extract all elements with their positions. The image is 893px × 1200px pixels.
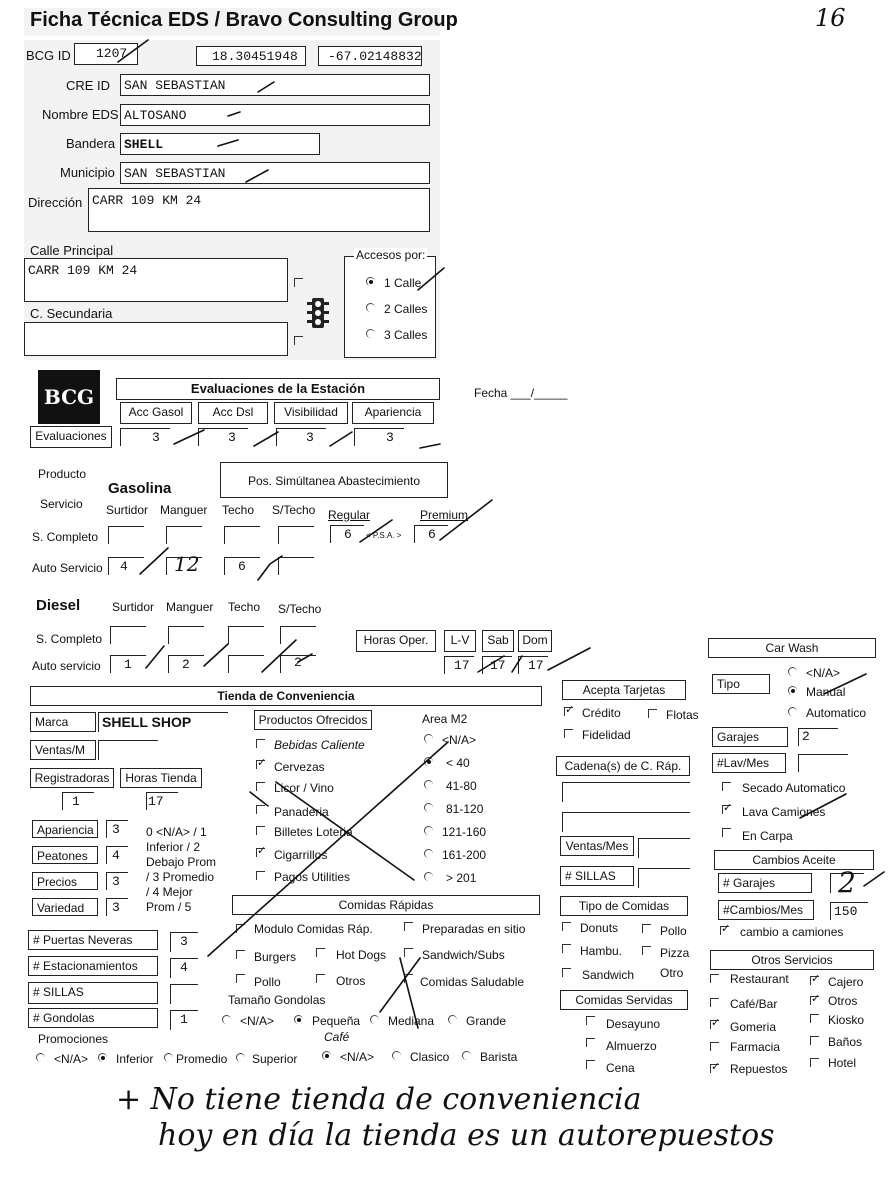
hotdogs-label: Hot Dogs: [336, 948, 387, 962]
hotel-label: Hotel: [828, 1056, 857, 1070]
hambu-label: Hambu.: [580, 944, 623, 958]
latitude-value[interactable]: 18.30451948: [212, 49, 298, 64]
page-title: Ficha Técnica EDS / Bravo Consulting Group: [30, 9, 458, 31]
area-lt40-label: < 40: [446, 756, 470, 770]
eval-col-visibilidad: Visibilidad: [274, 402, 348, 424]
otros-comidas-label: Otros: [336, 974, 366, 988]
burgers-label: Burgers: [254, 950, 297, 964]
gondolas-count-label: # Gondolas: [28, 1008, 158, 1028]
carwash-garajes-value[interactable]: 2: [802, 729, 810, 744]
accesos-2-label: 2 Calles: [384, 302, 428, 316]
almuerzo-label: Almuerzo: [606, 1039, 657, 1053]
cajero-checkbox[interactable]: ✓: [811, 973, 821, 985]
cafe-na-label: <N/A>: [340, 1050, 375, 1064]
marca-value[interactable]: SHELL SHOP: [102, 714, 192, 730]
servicio-label: Servicio: [40, 497, 83, 511]
area-81-120-label: 81-120: [446, 802, 484, 816]
scale-line-5: / 4 Mejor: [146, 885, 193, 899]
scale-line-4: / 3 Promedio: [146, 870, 215, 884]
en-carpa-label: En Carpa: [742, 829, 793, 843]
scale-line-1: 0 <N/A> / 1: [146, 825, 207, 839]
municipio-value[interactable]: SAN SEBASTIAN: [124, 166, 226, 181]
accesos-3-label: 3 Calles: [384, 328, 428, 342]
area-na-label: <N/A>: [442, 733, 477, 747]
rating-variedad-value[interactable]: 3: [112, 900, 120, 915]
diesel-col-surtidor: Surtidor: [112, 600, 155, 614]
area-gt201-label: > 201: [446, 871, 477, 885]
diesel-row-scompleto: S. Completo: [36, 632, 103, 646]
dsl-as-surtidor[interactable]: 1: [124, 657, 132, 672]
cambios-aceite-title: Cambios Aceite: [714, 850, 874, 870]
area-121-160-label: 121-160: [442, 825, 487, 839]
productos-ofrecidos-title: Productos Ofrecidos: [254, 710, 372, 730]
car-wash-title: Car Wash: [708, 638, 876, 658]
cafe-barista-label: Barista: [480, 1050, 518, 1064]
licor-label: Licor / Vino: [274, 781, 334, 795]
horas-lv-value[interactable]: 17: [454, 658, 470, 673]
acepta-tarjetas-title: Acepta Tarjetas: [562, 680, 686, 700]
cafe-label: Café: [324, 1030, 350, 1044]
eval-value-acc-gasol[interactable]: 3: [152, 430, 160, 445]
lava-camiones-label: Lava Camiones: [742, 805, 826, 819]
bcg-logo: BCG: [38, 370, 100, 424]
calle-secundaria-label: C. Secundaria: [30, 306, 113, 321]
scale-line-3: Debajo Prom: [146, 855, 217, 869]
horas-oper-label: Horas Oper.: [356, 630, 436, 652]
handwritten-note-line-2: hoy en día la tienda es un autorepuestos: [158, 1118, 775, 1153]
puertas-neveras-value[interactable]: 3: [180, 934, 188, 949]
lava-camiones-checkbox[interactable]: ✓: [723, 802, 733, 814]
tienda-sillas-label: # SILLAS: [28, 982, 158, 1004]
nombre-value[interactable]: ALTOSANO: [124, 108, 187, 123]
area-161-200-label: 161-200: [442, 848, 487, 862]
cigarrillos-checkbox[interactable]: ✓: [257, 845, 267, 857]
credito-label: Crédito: [582, 706, 621, 720]
farmacia-label: Farmacia: [730, 1040, 781, 1054]
scale-line-2: Inferior / 2: [146, 840, 201, 854]
diesel-title: Diesel: [36, 597, 81, 614]
estacionamientos-label: # Estacionamientos: [28, 956, 158, 976]
aceite-garajes-label: # Garajes: [718, 873, 812, 893]
gondolas-na-label: <N/A>: [240, 1014, 275, 1028]
calle-principal-label: Calle Principal: [30, 243, 114, 258]
regular-value[interactable]: 6: [344, 527, 352, 542]
cafebar-label: Café/Bar: [730, 997, 778, 1011]
dsl-as-stecho[interactable]: 2: [294, 655, 302, 670]
promo-na-label: <N/A>: [54, 1052, 89, 1066]
rating-apariencia-value[interactable]: 3: [112, 822, 120, 837]
tienda-title: Tienda de Conveniencia: [30, 686, 542, 706]
gasolina-col-surtidor: Surtidor: [106, 503, 149, 517]
bandera-label: Bandera: [66, 136, 116, 151]
promociones-label: Promociones: [38, 1032, 109, 1046]
marca-label: Marca: [30, 712, 96, 732]
eval-col-acc-dsl: Acc Dsl: [198, 402, 268, 424]
rating-variedad-label: Variedad: [32, 898, 98, 916]
credito-checkbox[interactable]: ✓: [565, 704, 575, 716]
horas-col-sab: Sab: [482, 630, 514, 652]
horas-col-dom: Dom: [518, 630, 552, 652]
flotas-label: Flotas: [666, 708, 699, 722]
promo-promedio-label: Promedio: [176, 1052, 228, 1066]
rating-peatones-value[interactable]: 4: [112, 848, 120, 863]
carwash-na-label: <N/A>: [806, 666, 841, 680]
diesel-col-techo: Techo: [228, 600, 261, 614]
pizza-label: Pizza: [660, 946, 690, 960]
gasolina-row-autoservicio: Auto Servicio: [32, 561, 103, 575]
rating-peatones-label: Peatones: [32, 846, 98, 864]
gas-as-techo[interactable]: 6: [238, 559, 246, 574]
accesos-label: Accesos por:: [356, 248, 426, 262]
tamano-gondolas-label: Tamaño Gondolas: [228, 993, 326, 1007]
cadena-sillas-label: # SILLAS: [560, 866, 634, 886]
eval-value-apariencia[interactable]: 3: [386, 430, 394, 445]
aceite-cambios-value[interactable]: 150: [834, 904, 858, 919]
registradoras-label: Registradoras: [30, 768, 114, 788]
estacionamientos-value[interactable]: 4: [180, 960, 188, 975]
cervezas-label: Cervezas: [274, 760, 325, 774]
registradoras-value[interactable]: 1: [72, 794, 80, 809]
carwash-automatico-label: Automatico: [806, 706, 867, 720]
repuestos-checkbox[interactable]: ✓: [711, 1061, 721, 1073]
premium-value[interactable]: 6: [428, 527, 436, 542]
gas-as-manguer[interactable]: 12: [174, 552, 200, 576]
pollo-label: Pollo: [254, 975, 281, 989]
nombre-label: Nombre EDS: [42, 107, 119, 122]
restaurant-label: Restaurant: [730, 972, 789, 986]
cajero-label: Cajero: [828, 975, 864, 989]
sandwich-chain-label: Sandwich: [582, 968, 635, 982]
saludable-label: Comidas Saludable: [420, 975, 525, 989]
gondolas-pequena-label: Pequeña: [312, 1014, 361, 1028]
panaderia-label: Panaderia: [274, 805, 329, 819]
gas-as-surtidor[interactable]: 4: [120, 559, 128, 574]
psa-label: < P.S.A. >: [366, 531, 402, 540]
tipo-comidas-title: Tipo de Comidas: [560, 896, 688, 916]
cigarrillos-label: Cigarrillos: [274, 848, 328, 862]
otros-servicios-title: Otros Servicios: [710, 950, 874, 970]
horas-col-lv: L-V: [444, 630, 476, 652]
cafe-clasico-label: Clasico: [410, 1050, 450, 1064]
handwritten-note-line-1: + No tiene tienda de conveniencia: [116, 1082, 642, 1117]
bcg-id-label: BCG ID: [26, 48, 71, 63]
evaluaciones-title: Evaluaciones de la Estación: [116, 378, 440, 400]
eval-col-acc-gasol: Acc Gasol: [120, 402, 192, 424]
cena-label: Cena: [606, 1061, 635, 1075]
area-41-80-label: 41-80: [446, 779, 477, 793]
gasolina-col-stecho: S/Techo: [272, 503, 316, 517]
producto-label: Producto: [38, 467, 87, 481]
otros-checkbox[interactable]: ✓: [811, 993, 821, 1005]
promo-superior-label: Superior: [252, 1052, 298, 1066]
fidelidad-label: Fidelidad: [582, 728, 631, 742]
area-m2-label: Area M2: [422, 712, 468, 726]
preparadas-label: Preparadas en sitio: [422, 922, 526, 936]
sandwich-subs-label: Sandwich/Subs: [422, 948, 505, 962]
scale-line-6: Prom / 5: [146, 900, 192, 914]
gasolina-row-scompleto: S. Completo: [32, 530, 99, 544]
eval-value-acc-dsl[interactable]: 3: [228, 430, 236, 445]
kiosko-label: Kiosko: [828, 1013, 865, 1027]
cambio-camiones-checkbox[interactable]: ✓: [721, 923, 731, 935]
cre-id-label: CRE ID: [66, 78, 111, 93]
horas-tienda-value[interactable]: 17: [148, 794, 164, 809]
otro-chain-label: Otro: [660, 966, 684, 980]
comidas-rapidas-title: Comidas Rápidas: [232, 895, 540, 915]
car-wash-tipo-label: Tipo: [712, 674, 770, 694]
premium-label: Premium: [420, 508, 469, 522]
carwash-manual-label: Manual: [806, 685, 846, 699]
gondolas-grande-label: Grande: [466, 1014, 507, 1028]
eval-col-apariencia: Apariencia: [352, 402, 434, 424]
cervezas-checkbox[interactable]: ✓: [257, 757, 267, 769]
gomeria-label: Gomeria: [730, 1020, 777, 1034]
rating-precios-value[interactable]: 3: [112, 874, 120, 889]
horas-sab-value[interactable]: 17: [490, 658, 506, 673]
corner-handwritten-mark: 16: [815, 4, 846, 32]
gasolina-col-manguer: Manguer: [160, 503, 208, 517]
otros-label: Otros: [828, 994, 858, 1008]
aceite-garajes-value[interactable]: 2: [838, 866, 856, 899]
accesos-1-label: 1 Calle: [384, 276, 422, 290]
diesel-row-autoservicio: Auto servicio: [32, 659, 101, 673]
dsl-as-manguer[interactable]: 2: [182, 657, 190, 672]
direccion-value[interactable]: CARR 109 KM 24: [92, 193, 202, 208]
rating-apariencia-label: Apariencia: [32, 820, 98, 838]
fecha-label: Fecha ___/_____: [474, 386, 568, 400]
rating-precios-label: Precios: [32, 872, 98, 890]
repuestos-label: Repuestos: [730, 1062, 788, 1076]
aceite-cambios-label: #Cambios/Mes: [718, 900, 814, 920]
horas-tienda-label: Horas Tienda: [120, 768, 202, 788]
regular-label: Regular: [328, 508, 371, 522]
gasolina-title: Gasolina: [108, 480, 172, 497]
horas-dom-value[interactable]: 17: [528, 658, 544, 673]
comidas-servidas-title: Comidas Servidas: [560, 990, 688, 1010]
pos-simultanea-label: Pos. Simúltanea Abastecimiento: [220, 462, 448, 498]
evaluaciones-row-label: Evaluaciones: [30, 426, 112, 448]
banos-label: Baños: [828, 1035, 863, 1049]
gasolina-col-techo: Techo: [222, 503, 255, 517]
diesel-col-manguer: Manguer: [166, 600, 214, 614]
bcg-id-value[interactable]: 1207: [96, 46, 128, 61]
municipio-label: Municipio: [60, 165, 115, 180]
pollo-chain-label: Pollo: [660, 924, 687, 938]
secado-label: Secado Automatico: [742, 781, 846, 795]
billetes-label: Billetes Loteria: [274, 825, 353, 839]
donuts-label: Donuts: [580, 921, 619, 935]
calle-principal-value[interactable]: CARR 109 KM 24: [28, 263, 138, 278]
direccion-label: Dirección: [28, 195, 83, 210]
desayuno-label: Desayuno: [606, 1017, 661, 1031]
bandera-value[interactable]: SHELL: [124, 137, 164, 152]
diesel-col-stecho: S/Techo: [278, 602, 322, 616]
ventas-label: Ventas/M: [30, 740, 96, 760]
carwash-garajes-label: Garajes: [712, 727, 788, 747]
carwash-lavmes-label: #Lav/Mes: [712, 753, 786, 773]
eval-value-visibilidad[interactable]: 3: [306, 430, 314, 445]
gondolas-mediana-label: Mediana: [388, 1014, 435, 1028]
modulo-comidas-label: Modulo Comidas Ráp.: [254, 922, 373, 936]
puertas-neveras-label: # Puertas Neveras: [28, 930, 158, 950]
cre-id-value[interactable]: SAN SEBASTIAN: [124, 78, 226, 93]
gondolas-count-value[interactable]: 1: [180, 1012, 188, 1027]
pagos-label: Pagos Utilities: [274, 870, 351, 884]
cadena-ventas-label: Ventas/Mes: [560, 836, 634, 856]
longitude-value[interactable]: -67.02148832: [328, 49, 422, 64]
cadena-title: Cadena(s) de C. Ráp.: [556, 756, 690, 776]
promo-inferior-label: Inferior: [116, 1052, 154, 1066]
gomeria-checkbox[interactable]: ✓: [711, 1017, 721, 1029]
cambio-camiones-label: cambio a camiones: [740, 925, 844, 939]
bebidas-label: Bebidas Caliente: [274, 738, 365, 752]
